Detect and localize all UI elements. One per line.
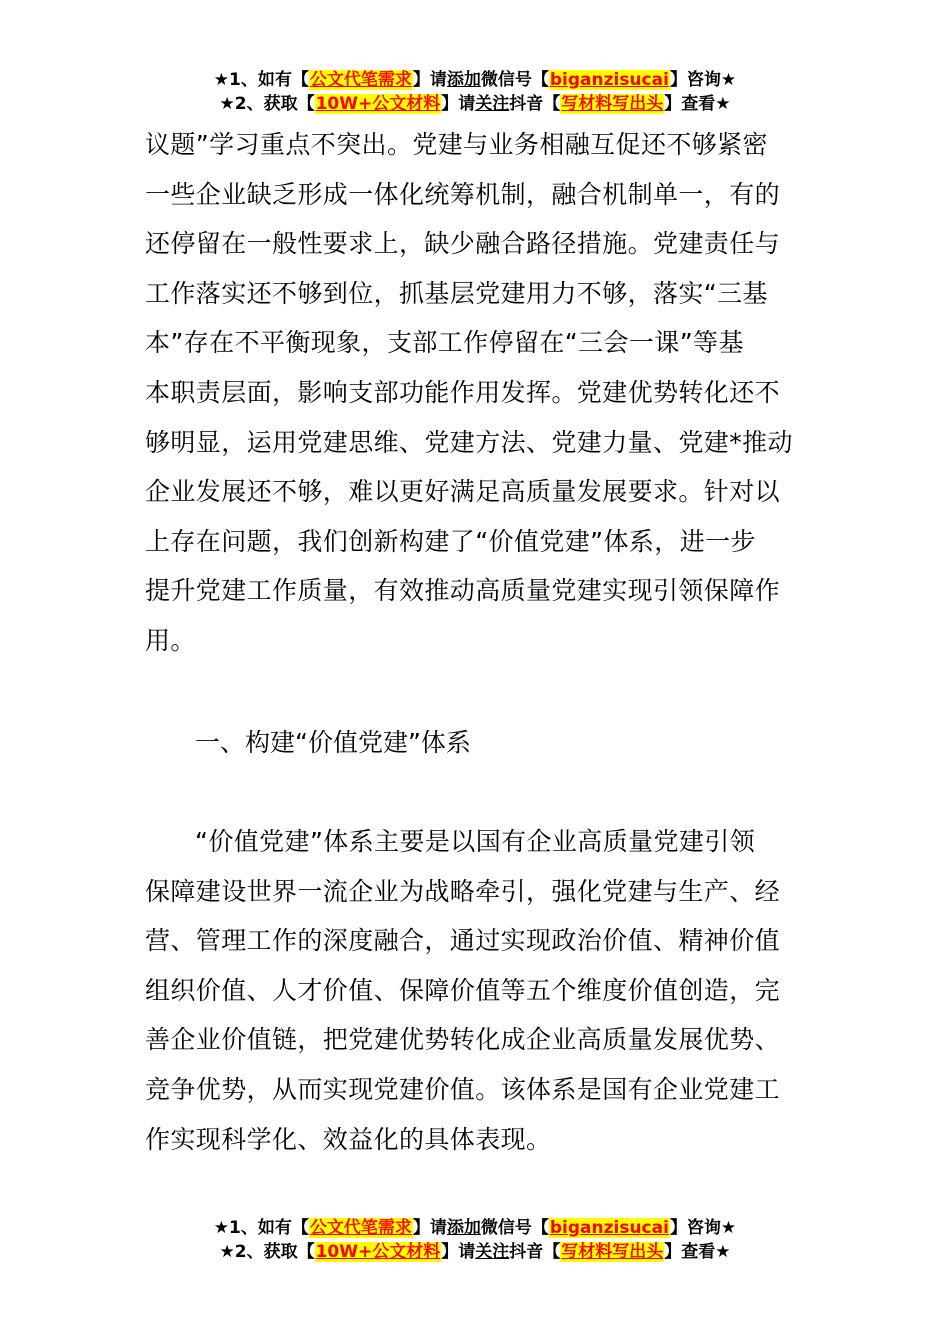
banner-text: ★2、获取【: [219, 1242, 315, 1262]
paragraph-line: “价值党建”体系主要是以国有企业高质量党建引领: [195, 827, 756, 856]
banner-text: 】请: [441, 94, 476, 114]
paragraph-line: 本”存在不平衡现象，支部工作停留在“三会一课”等基: [145, 328, 744, 358]
paragraph-line: 企业发展还不够，难以更好满足高质量发展要求。针对以: [145, 477, 781, 507]
banner-text: 】请: [412, 1218, 447, 1238]
paragraph-2: [145, 817, 807, 1164]
banner-highlight: 写材料写出头: [561, 94, 664, 114]
banner-highlight: 10W+公文材料: [315, 1242, 441, 1262]
banner-text: 】请: [441, 1242, 476, 1262]
banner-text: 微信号【: [480, 1218, 549, 1238]
banner-text: ★1、如有【: [213, 1218, 309, 1238]
banner-text: 抖音【: [509, 1242, 561, 1262]
banner-underlined: 添加: [446, 70, 481, 90]
paragraph-line: 作实现科学化、效益化的具体表现。: [145, 1124, 552, 1154]
banner-highlight: 10W+公文材料: [315, 94, 441, 114]
paragraph-line: 够明显，运用党建思维、党建方法、党建力量、党建*推动: [145, 427, 793, 457]
banner-highlight: 公文代笔需求: [309, 70, 412, 90]
header-banner-line-2: [0, 92, 950, 116]
footer-banner: [0, 1216, 950, 1264]
paragraph-line: 一些企业缺乏形成一体化统筹机制，融合机制单一，有的: [145, 179, 781, 209]
banner-underlined: 关注: [475, 1242, 510, 1262]
banner-text: 微信号【: [480, 70, 549, 90]
banner-highlight: 写材料写出头: [561, 1242, 664, 1262]
banner-text: 】咨询★: [669, 1218, 737, 1238]
footer-banner-line-1: [0, 1216, 950, 1240]
paragraph-1: [145, 120, 807, 666]
banner-text: 】查看★: [664, 94, 731, 114]
paragraph-line: 本职责层面，影响支部功能作用发挥。党建优势转化还不: [145, 377, 781, 407]
paragraph-line: 善企业价值链，把党建优势转化成企业高质量发展优势、: [145, 1025, 781, 1055]
paragraph-line: 组织价值、人才价值、保障价值等五个维度价值创造，完: [145, 975, 781, 1005]
banner-text: 】咨询★: [669, 70, 737, 90]
paragraph-line: 营、管理工作的深度融合，通过实现政治价值、精神价值: [145, 926, 781, 956]
paragraph-line: 上存在问题，我们创新构建了“价值党建”体系，进一步: [145, 526, 756, 556]
paragraph-line: 还停留在一般性要求上，缺少融合路径措施。党建责任与: [145, 229, 781, 259]
paragraph-line: 议题”学习重点不突出。党建与业务相融互促还不够紧密: [145, 130, 768, 159]
header-banner-line-1: [0, 68, 950, 92]
banner-text: 】查看★: [664, 1242, 731, 1262]
section-heading: 一、构建“价值党建”体系: [195, 728, 471, 757]
paragraph-line: 保障建设世界一流企业为战略牵引，强化党建与生产、经: [145, 876, 781, 906]
paragraph-line: 竞争优势，从而实现党建价值。该体系是国有企业党建工: [145, 1074, 781, 1104]
paragraph-line: 工作落实还不够到位，抓基层党建用力不够，落实“三基: [145, 278, 768, 308]
banner-text: ★2、获取【: [219, 94, 315, 114]
banner-highlight: biganzisucai: [549, 1218, 669, 1238]
banner-underlined: 添加: [446, 1218, 481, 1238]
banner-highlight: biganzisucai: [549, 70, 669, 90]
banner-text: 】请: [412, 70, 447, 90]
paragraph-line: 提升党建工作质量，有效推动高质量党建实现引领保障作: [145, 576, 781, 606]
banner-highlight: 公文代笔需求: [309, 1218, 412, 1238]
banner-text: 抖音【: [509, 94, 561, 114]
footer-banner-line-2: [0, 1240, 950, 1264]
paragraph-line: 用。: [145, 625, 196, 655]
banner-text: ★1、如有【: [213, 70, 309, 90]
header-banner: [0, 68, 950, 116]
banner-underlined: 关注: [475, 94, 510, 114]
